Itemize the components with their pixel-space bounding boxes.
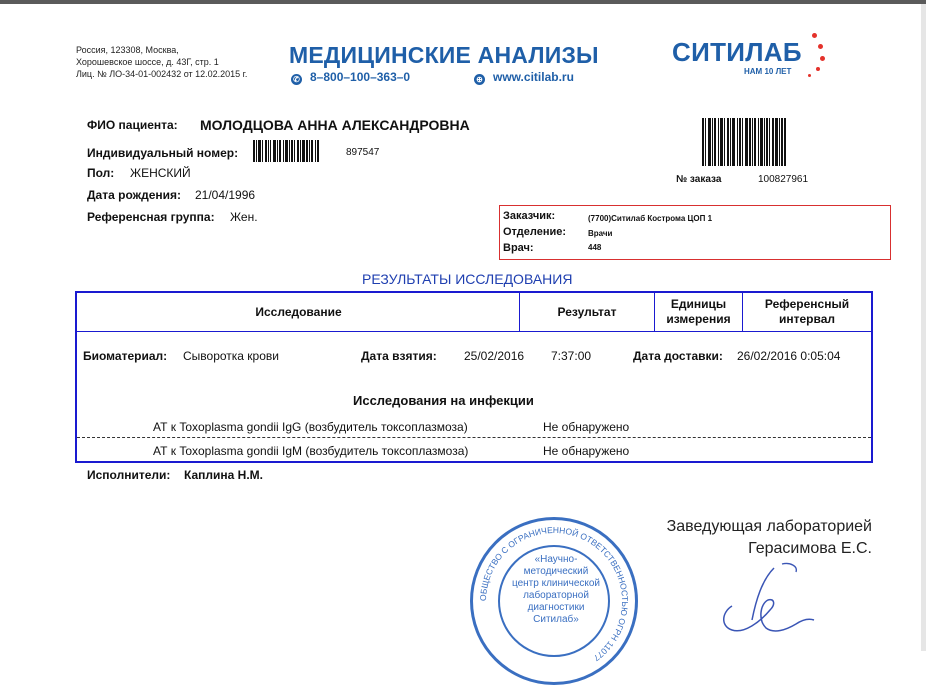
test-name: АТ к Toxoplasma gondii IgG (возбудитель токсоплазмоза) [153, 420, 468, 434]
column-header-reference: Референсный интервал [764, 297, 850, 326]
stamp-line: центр клинической [511, 578, 601, 589]
sex-label: Пол: [87, 166, 115, 180]
executors-names: Каплина Н.М. [184, 468, 263, 482]
address-line: Россия, 123308, Москва, [76, 45, 179, 55]
results-title: РЕЗУЛЬТАТЫ ИССЛЕДОВАНИЯ [362, 271, 573, 287]
header-divider [77, 331, 871, 332]
website-contact [474, 70, 574, 85]
barcode-bar [784, 118, 786, 166]
collected-label: Дата взятия: [361, 349, 437, 363]
sex-value: ЖЕНСКИЙ [130, 166, 191, 180]
globe-icon: ⊕ [474, 74, 485, 85]
section-title: Исследования на инфекции [353, 393, 534, 408]
logo-dot [816, 67, 820, 71]
patient-id-label: Индивидуальный номер: [87, 146, 239, 160]
ref-group-value: Жен. [230, 210, 258, 224]
patient-name-label: ФИО пациента: [87, 118, 178, 132]
doctor-label: Врач: [503, 242, 534, 254]
order-number: 100827961 [758, 174, 809, 185]
customer-box [499, 205, 891, 260]
dob-value: 21/04/1996 [195, 188, 256, 202]
logo-dot [812, 33, 817, 38]
logo-dot [820, 56, 825, 61]
customer-value: (7700)Ситилаб Кострома ЦОП 1 [588, 214, 713, 223]
stamp-line: «Научно- [534, 554, 578, 565]
stamp-line: лабораторной [523, 590, 589, 601]
logo-dot [808, 74, 811, 77]
stamp-line: методический [523, 566, 589, 577]
column-header-result: Результат [557, 304, 617, 319]
customer-label: Заказчик: [503, 210, 556, 222]
lab-stamp [470, 517, 638, 685]
phone-contact [291, 70, 410, 85]
stamp-text [501, 554, 611, 626]
executors-label: Исполнители: [87, 468, 171, 482]
test-name: АТ к Toxoplasma gondii IgM (возбудитель токсоплазмоза) [153, 444, 469, 458]
patient-name: МОЛОДЦОВА АННА АЛЕКСАНДРОВНА [200, 117, 470, 133]
patient-id: 897547 [346, 147, 380, 158]
stamp-line: диагностики [527, 602, 585, 613]
doctor-value: 448 [588, 243, 602, 252]
logo-dot [818, 44, 823, 49]
order-barcode [702, 118, 786, 166]
order-label: № заказа [676, 174, 722, 185]
signatory-position: Заведующая лабораторией [666, 518, 872, 535]
top-border [0, 0, 926, 4]
test-result: Не обнаружено [543, 444, 630, 458]
department-label: Отделение: [503, 226, 567, 238]
dob-label: Дата рождения: [87, 188, 182, 202]
svg-text:ОБЩЕСТВО С ОГРАНИЧЕННОЙ ОТВЕТС: ОБЩЕСТВО С ОГРАНИЧЕННОЙ ОТВЕТСТВЕННОСТЬЮ ОГРН 11077 [477, 524, 631, 664]
delivered-label: Дата доставки: [633, 349, 723, 363]
stamp-line: Ситилаб» [533, 614, 579, 625]
address-line: Хорошевское шоссе, д. 43Г, стр. 1 [76, 57, 219, 67]
phone-number: 8–800–100–363–0 [310, 70, 411, 84]
results-table [75, 291, 873, 463]
document-title: МЕДИЦИНСКИЕ АНАЛИЗЫ [289, 42, 599, 68]
biomaterial-value: Сыворотка крови [183, 349, 279, 363]
brand-tagline: НАМ 10 ЛЕТ [744, 67, 792, 76]
handwritten-signature [712, 560, 832, 648]
brand-logo-text: СИТИЛАБ [672, 37, 802, 67]
delivered-value: 26/02/2016 0:05:04 [737, 349, 841, 363]
biomaterial-label: Биоматериал: [83, 349, 168, 363]
department-value: Врачи [588, 229, 613, 238]
signatory-block [642, 516, 872, 560]
column-header-units: Единицы измерения [666, 297, 731, 326]
ref-group-label: Референсная группа: [87, 210, 215, 224]
patient-barcode [253, 140, 319, 162]
website-link: www.citilab.ru [493, 70, 574, 84]
column-header-test: Исследование [255, 304, 342, 319]
license-line: Лиц. № ЛО-34-01-002432 от 12.02.2015 г. [76, 69, 248, 79]
barcode-bar [317, 140, 319, 162]
signatory-name: Герасимова Е.С. [748, 540, 872, 557]
test-result: Не обнаружено [543, 420, 630, 434]
row-divider [77, 437, 871, 438]
collected-time: 7:37:00 [551, 349, 592, 363]
lab-address [76, 44, 247, 80]
page-edge [921, 4, 926, 651]
collected-date: 25/02/2016 [464, 349, 525, 363]
phone-icon: ✆ [291, 74, 302, 85]
